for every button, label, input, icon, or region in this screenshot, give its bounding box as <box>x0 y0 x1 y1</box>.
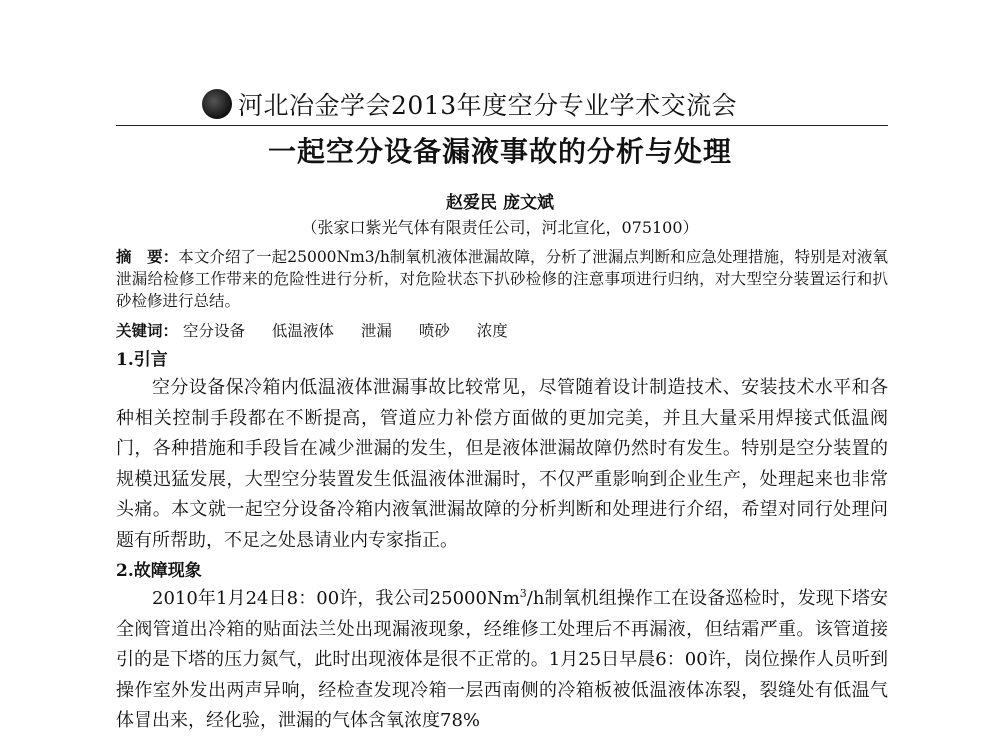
conference-header <box>200 84 760 124</box>
abstract <box>116 246 888 312</box>
keyword: 低温液体 <box>271 322 334 340</box>
keywords <box>116 320 888 342</box>
fault-text-part-b: /h制氧机组操作工在设备巡检时，发现下塔安全阀管道出冷箱的贴面法兰处出现漏液现象，经维修工处理后不再漏液，但结霜严重。该管道接引的是下塔的压力氮气，此时出现液体是很不正常的。1月25日早晨6：00许，岗位操作人员听到操作室外发出两声异响，经检查发现冷箱一层西南侧的冷箱板被低温液体冻裂，裂缝处有低温气体冒出来，经化验，泄漏的气体含氧浓度78% <box>116 588 888 731</box>
section-heading-introduction: 1.引言 <box>116 350 168 370</box>
conference-title: 河北冶金学会2013年度空分专业学术交流会 <box>238 91 738 120</box>
keyword: 空分设备 <box>182 322 245 340</box>
unit-superscript: 3 <box>519 587 527 600</box>
keyword: 浓度 <box>476 322 508 340</box>
keyword: 喷砂 <box>418 322 450 340</box>
introduction-paragraph: 空分设备保冷箱内低温液体泄漏事故比较常见，尽管随着设计制造技术、安装技术水平和各种相关控制手段都在不断提高，管道应力补偿方面做的更加完美，并且大量采用焊接式低温阀门，各种措施和手段旨在减少泄漏的发生，但是液体泄漏故障仍然时有发生。特别是空分装置的规模迅猛发展，大型空分装置发生低温液体泄漏时，不仅严重影响到企业生产，处理起来也非常头痛。本文就一起空分设备冷箱内液氧泄漏故障的分析判断和处理进行介绍，希望对同行处理问题有所帮助，不足之处恳请业内专家指正。 <box>116 377 888 551</box>
section-body-fault <box>116 584 888 737</box>
section-body-introduction <box>116 373 888 556</box>
header-rule <box>116 125 888 126</box>
society-logo-icon <box>202 89 232 119</box>
keywords-label: 关键词： <box>116 321 179 340</box>
abstract-label: 摘 要： <box>116 247 179 266</box>
keyword: 泄漏 <box>360 322 392 340</box>
fault-paragraph <box>116 584 888 737</box>
paper-title: 一起空分设备漏液事故的分析与处理 <box>267 135 732 168</box>
abstract-text: 本文介绍了一起25000Nm3/h制氧机液体泄漏故障，分析了泄漏点判断和应急处理措施，特别是对液氧泄漏给检修工作带来的危险性进行分析，对危险状态下扒砂检修的注意事项进行归纳，对大型空分装置运行和扒砂检修进行总结。 <box>116 248 888 310</box>
paper-affiliation: （张家口紫光气体有限责任公司，河北宣化，075100） <box>301 218 699 237</box>
section-heading-fault: 2.故障现象 <box>116 561 202 581</box>
fault-text-part-a: 2010年1月24日8：00许，我公司25000Nm <box>152 588 520 609</box>
paper-authors: 赵爱民 庞文斌 <box>446 193 554 213</box>
